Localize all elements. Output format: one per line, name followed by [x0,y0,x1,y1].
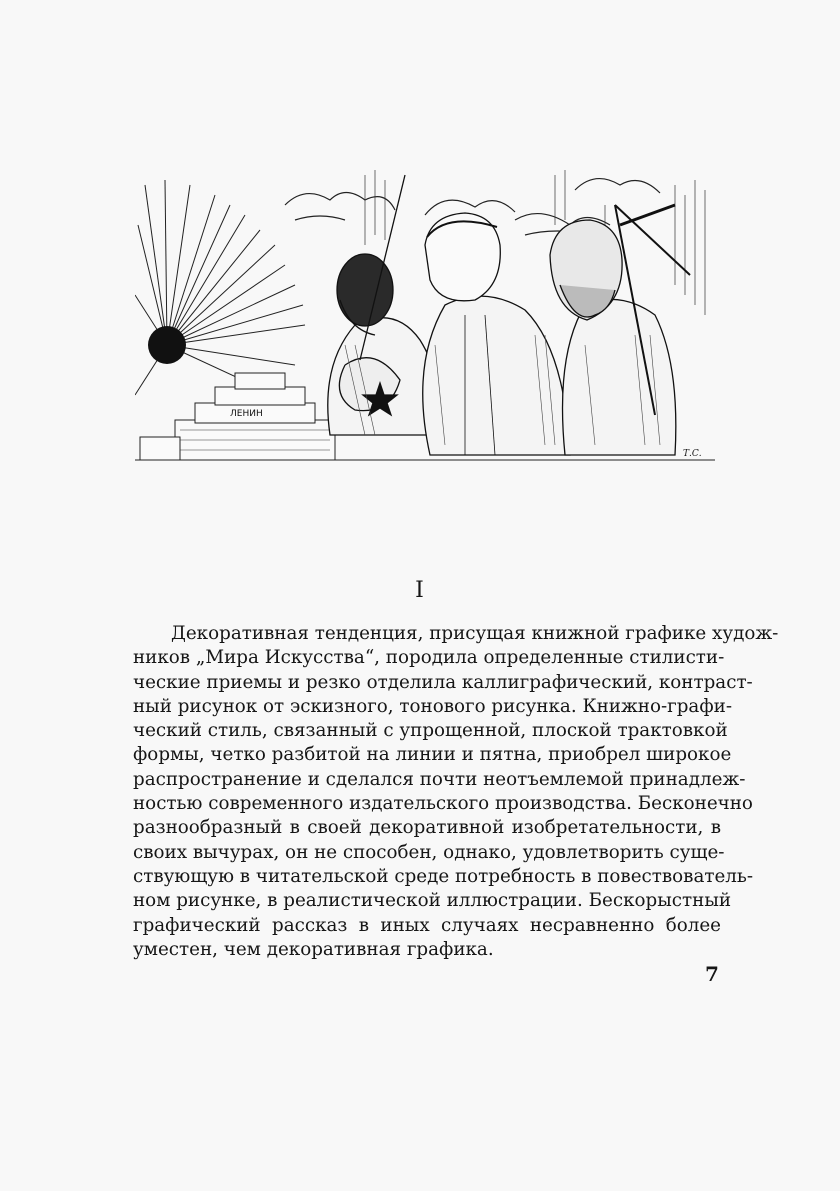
workers-illustration-icon [135,165,715,465]
text-line: ческий стиль, связанный с упрощенной, плоской трактовкой [133,720,728,742]
worker-right-figure [550,205,690,455]
text-line: ном рисунке, в реалистической иллюстрации. Бескорыстный [133,890,732,912]
text-line: Декоративная тенденция, присущая книжной графике худож- [171,623,779,644]
text-line: ностью современного издательского производства. Бесконечно [133,793,753,815]
text-line: формы, четко разбитой на линии и пятна, приобрел широкое [133,744,732,766]
artist-signature: Т.С. [683,449,702,459]
text-line: ческие приемы и резко отделила каллиграфический, контраст- [133,671,753,693]
worker-middle-figure [423,213,570,455]
black-sun-icon [148,326,186,364]
section-numeral: I [415,578,425,603]
text-line: своих вычурах, он не способен, однако, удовлетворить суще- [133,841,725,863]
mausoleum-sign: ЛЕНИН [230,409,263,419]
body-paragraph [133,622,779,962]
text-line: разнообразный в своей декоративной изобретательности, в [133,817,721,839]
text-line: ников „Мира Искусства“, породила определенные стилисти- [133,647,725,669]
text-line: уместен, чем декоративная графика. [133,938,494,960]
header-illustration [135,165,715,465]
text-line: графический рассказ в иных случаях несравненно более [133,914,721,936]
page-number: 7 [705,962,719,986]
text-line: распространение и сделался почти неотъемлемой принадлеж- [133,768,746,790]
text-line: ствующую в читательской среде потребность в повествователь- [133,865,754,887]
text-line: ный рисунок от эскизного, тонового рисунка. Книжно-графи- [133,695,732,717]
